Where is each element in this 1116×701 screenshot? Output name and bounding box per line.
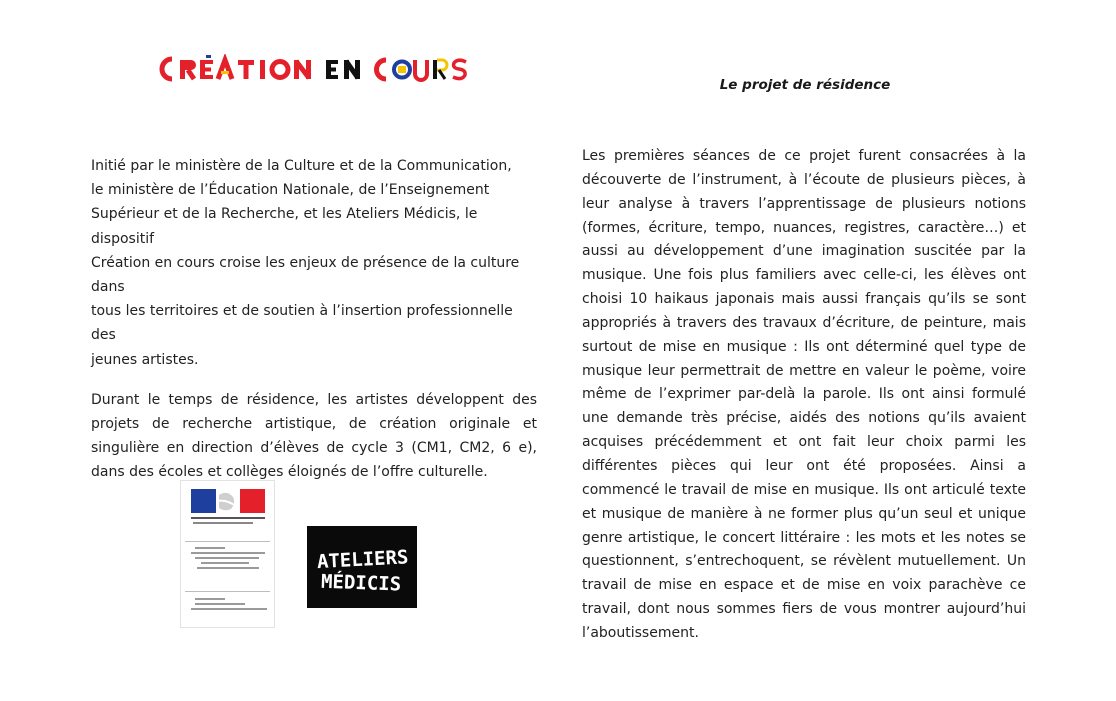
residence-paragraph: Durant le temps de résidence, les artistes développent des projets de recherche artistique, de création originale et singulière en direction d’élèves de cycle 3 (CM1, CM2, 6 e), dans des écoles et collèges éloignés de l’offre culturelle. (91, 391, 537, 481)
section-title: Le projet de résidence (719, 77, 891, 93)
creation-en-cours-logo (158, 54, 470, 84)
ministry-logo (180, 480, 275, 628)
ateliers-medicis-logo (307, 526, 417, 608)
ateliers-medicis-logo-graphic (307, 526, 417, 608)
project-paragraph: Les premières séances de ce projet furent consacrées à la découverte de l’instrument, à l’écoute de plusieurs pièces, à leur analyse à travers l’apprentissage de plusieurs notions (formes, écriture, tempo, nuances, registres, caractère…) et aussi au développement d’une imagination suscitée par la musique. Une fois plus familiers avec celle-ci, les élèves ont choisi 10 haikaus japonais mais aussi français qu’ils se sont appropriés à travers des travaux d’écriture, de peinture, mais surtout de mise en musique : Ils ont déterminé quel type de musique leur permettrait de mettre en valeur le poème, voire même de l’exprimer par-delà la parole. Ils ont ainsi formulé une demande très précise, aidés des notions qu’ils avaient acquises précédemment et ont fait leur choix parmi les différentes pièces qui leur ont été proposées. Ainsi a commencé le travail de mise en musique. Ils ont articulé texte et musique de manière à ne former plus qu’un seul et unique genre artistique, le concert littéraire : les mots et les notes se questionnent, s’entrechoquent, se révèlent mutuellement. Un travail de mise en espace et de mise en voix parachève ce travail, dont nous sommes fiers de vous montrer aujourd’hui l’aboutissement. (582, 148, 1026, 641)
creation-en-cours-logo-graphic (158, 54, 470, 84)
svg-text:ATELIERS: ATELIERS (316, 546, 409, 574)
left-column (91, 154, 537, 485)
right-column (582, 145, 1026, 646)
svg-text:MÉDICIS: MÉDICIS (320, 570, 402, 596)
ministry-logo-graphic (181, 481, 274, 627)
intro-paragraph: Initié par le ministère de la Culture et de la Communication, le ministère de l’Éducation Nationale, de l’Enseignement Supérieur et de la Recherche, et les Ateliers Médicis, le dispositif Création en cours croise les enjeux de présence de la culture dans tous les territoires et de soutien à l’insertion professionnelle des jeunes artistes. (91, 158, 520, 368)
